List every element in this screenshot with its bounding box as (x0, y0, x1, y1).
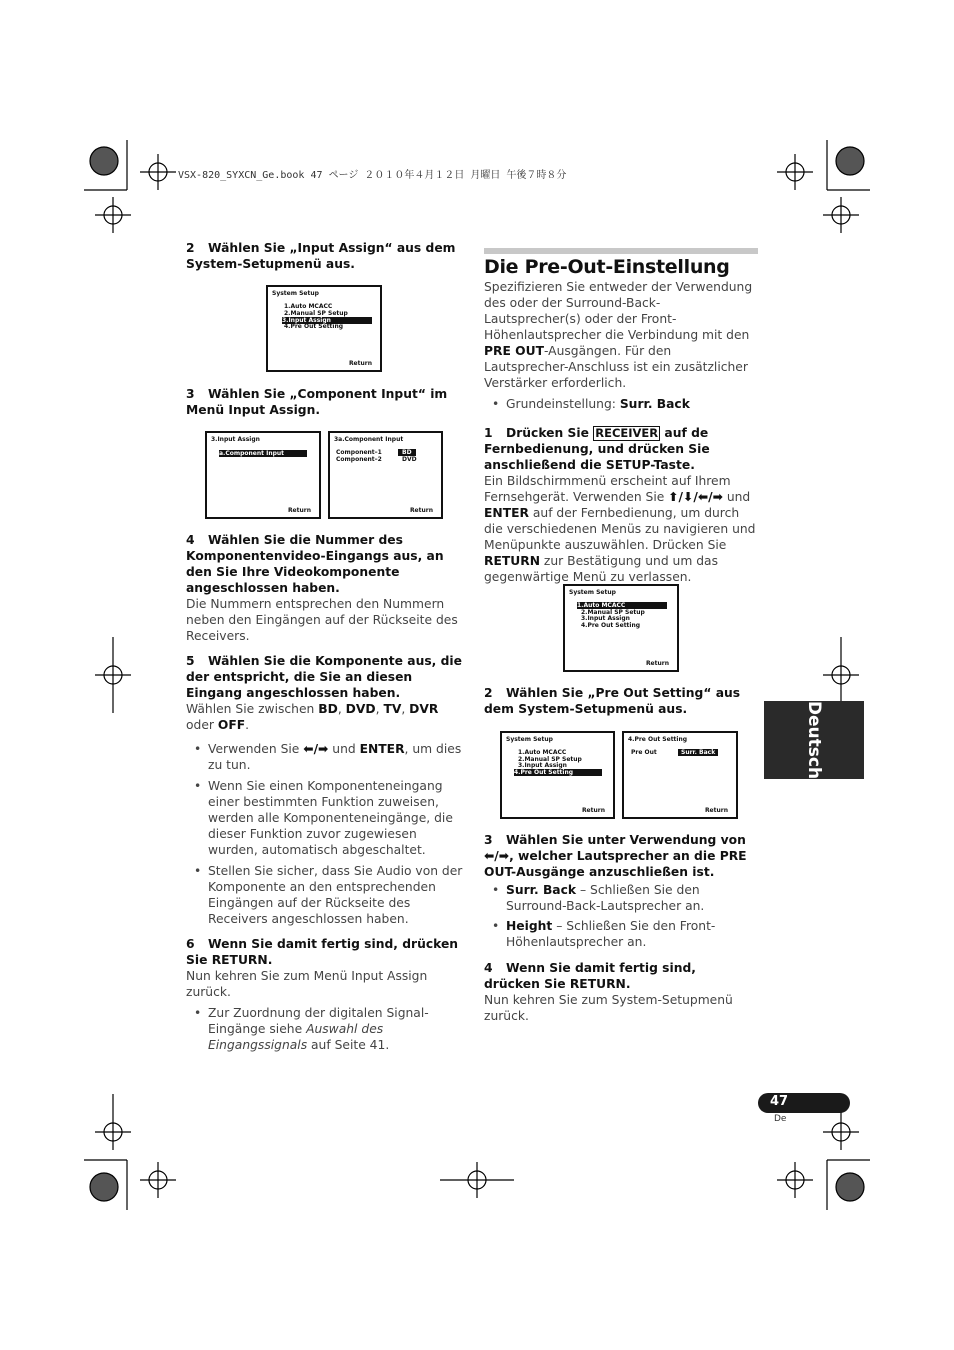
bullet-digital-input-reference: • Zur Zuordnung der digitalen Signal-Eingänge siehe Auswahl des Eingangssignals auf Seite 41. (186, 1005, 466, 1053)
section-rule (484, 248, 758, 254)
right-step-4-heading: 4 Wenn Sie damit fertig sind, drücken Sie RETURN. (484, 961, 696, 991)
left-column (186, 240, 466, 272)
right-step-4-body: Nun kehren Sie zum System-Setupmenü zurück. (484, 993, 733, 1023)
screen-system-setup-2: System Setup 1.Auto MCACC 2.Manual SP Setup 3.Input Assign 4.Pre Out Setting Return (563, 584, 679, 672)
print-header: VSX-820_SYXCN_Ge.book 47 ページ ２０１０年４月１２日 月曜日 午後７時８分 (178, 170, 567, 181)
right-step-2-heading: 2 Wählen Sie „Pre Out Setting“ aus dem System-Setupmenü aus. (484, 686, 741, 716)
right-step-1-heading: 1 Drücken Sie RECEIVER auf de Fernbedienung, und drücken Sie anschließend die SETUP-Taste. (484, 426, 710, 472)
screen-system-setup-3: System Setup 1.Auto MCACC 2.Manual SP Setup 3.Input Assign 4.Pre Out Setting Return (500, 731, 615, 819)
receiver-key: RECEIVER (595, 426, 659, 440)
language-tab: Deutsch (764, 701, 864, 779)
bullet-use-arrows: • Verwenden Sie ⬅/➡ und ENTER, um dies zu tun. (186, 741, 466, 773)
right-step-1-body: Ein Bildschirmmenü erscheint auf Ihrem Fernsehgerät. Verwenden Sie ⬆/⬇/⬅/➡ und ENTER auf der Fernbedienung, um durch die verschiedenen Menüs zu navigieren und Menüpunkte auszuwählen. Drücken Sie RETURN zur Bestätigung und um das gegenwärtige Menü zu verlassen. (484, 474, 756, 584)
step-5-body: Wählen Sie zwischen BD, DVD, TV, DVR oder OFF. (186, 702, 439, 732)
intro-paragraph: Spezifizieren Sie entweder der Verwendung des oder der Surround-Back-Lautsprecher(s) oder der Front-Höhenlautsprecher die Verbindung mit den PRE OUT-Ausgängen. Für den Lautsprecher-Anschluss ist ein zusätzlicher Verstärker erforderlich. (484, 280, 753, 390)
bullet-component-reassign: • Wenn Sie einen Komponenteneingang einer bestimmten Funktion zuweisen, werden alle Komponenteneingänge, die dieser Funktion zuvor zugewiesen wurden, automatisch abgeschaltet. (186, 778, 466, 858)
language-code: De (774, 1114, 787, 1124)
screen-component-input: 3a.Component Input Component–1 BD Component–2 DVD Return (328, 431, 443, 519)
screen-pre-out-setting: 4.Pre Out Setting Pre Out Surr. Back Return (622, 731, 738, 819)
page-number-badge: 47 (758, 1093, 850, 1113)
screen-input-assign: 3.Input Assign a.Component Input Return (205, 431, 321, 519)
screen-system-setup-1: System Setup 1.Auto MCACC 2.Manual SP Setup 3.Input Assign 4.Pre Out Setting Return (266, 285, 382, 372)
option-height: • Height – Schließen Sie den Front-Höhenlautsprecher an. (484, 918, 756, 950)
step-5-heading: 5 Wählen Sie die Komponente aus, die der entspricht, die Sie an diesen Eingang angeschlossen haben. (186, 654, 462, 700)
step-4-body: Die Nummern entsprechen den Nummern neben den Eingängen auf der Rückseite des Receivers. (186, 597, 458, 643)
section-title: Die Pre-Out-Einstellung (484, 256, 730, 278)
step-4-heading: 4 Wählen Sie die Nummer des Komponentenvideo-Eingangs aus, an den Sie Ihre Videokomponente angeschlossen haben. (186, 533, 444, 595)
default-setting: • Grundeinstellung: Surr. Back (484, 396, 756, 412)
step-6-heading: 6 Wenn Sie damit fertig sind, drücken Sie RETURN. (186, 937, 459, 967)
option-surr-back: • Surr. Back – Schließen Sie den Surround-Back-Lautsprecher an. (484, 882, 756, 914)
step-3-heading: 3 Wählen Sie „Component Input“ im Menü Input Assign. (186, 387, 448, 417)
step-2-heading: 2 Wählen Sie „Input Assign“ aus dem System-Setupmenü aus. (186, 241, 456, 271)
step-6-body: Nun kehren Sie zum Menü Input Assign zurück. (186, 969, 428, 999)
bullet-audio-connection: • Stellen Sie sicher, dass Sie Audio von der Komponente an den entsprechenden Eingängen auf der Rückseite des Receivers angeschlossen haben. (186, 863, 466, 927)
right-step-3-heading: 3 Wählen Sie unter Verwendung von ⬅/➡, welcher Lautsprecher an die PRE OUT-Ausgänge anzuschließen ist. (484, 833, 747, 879)
